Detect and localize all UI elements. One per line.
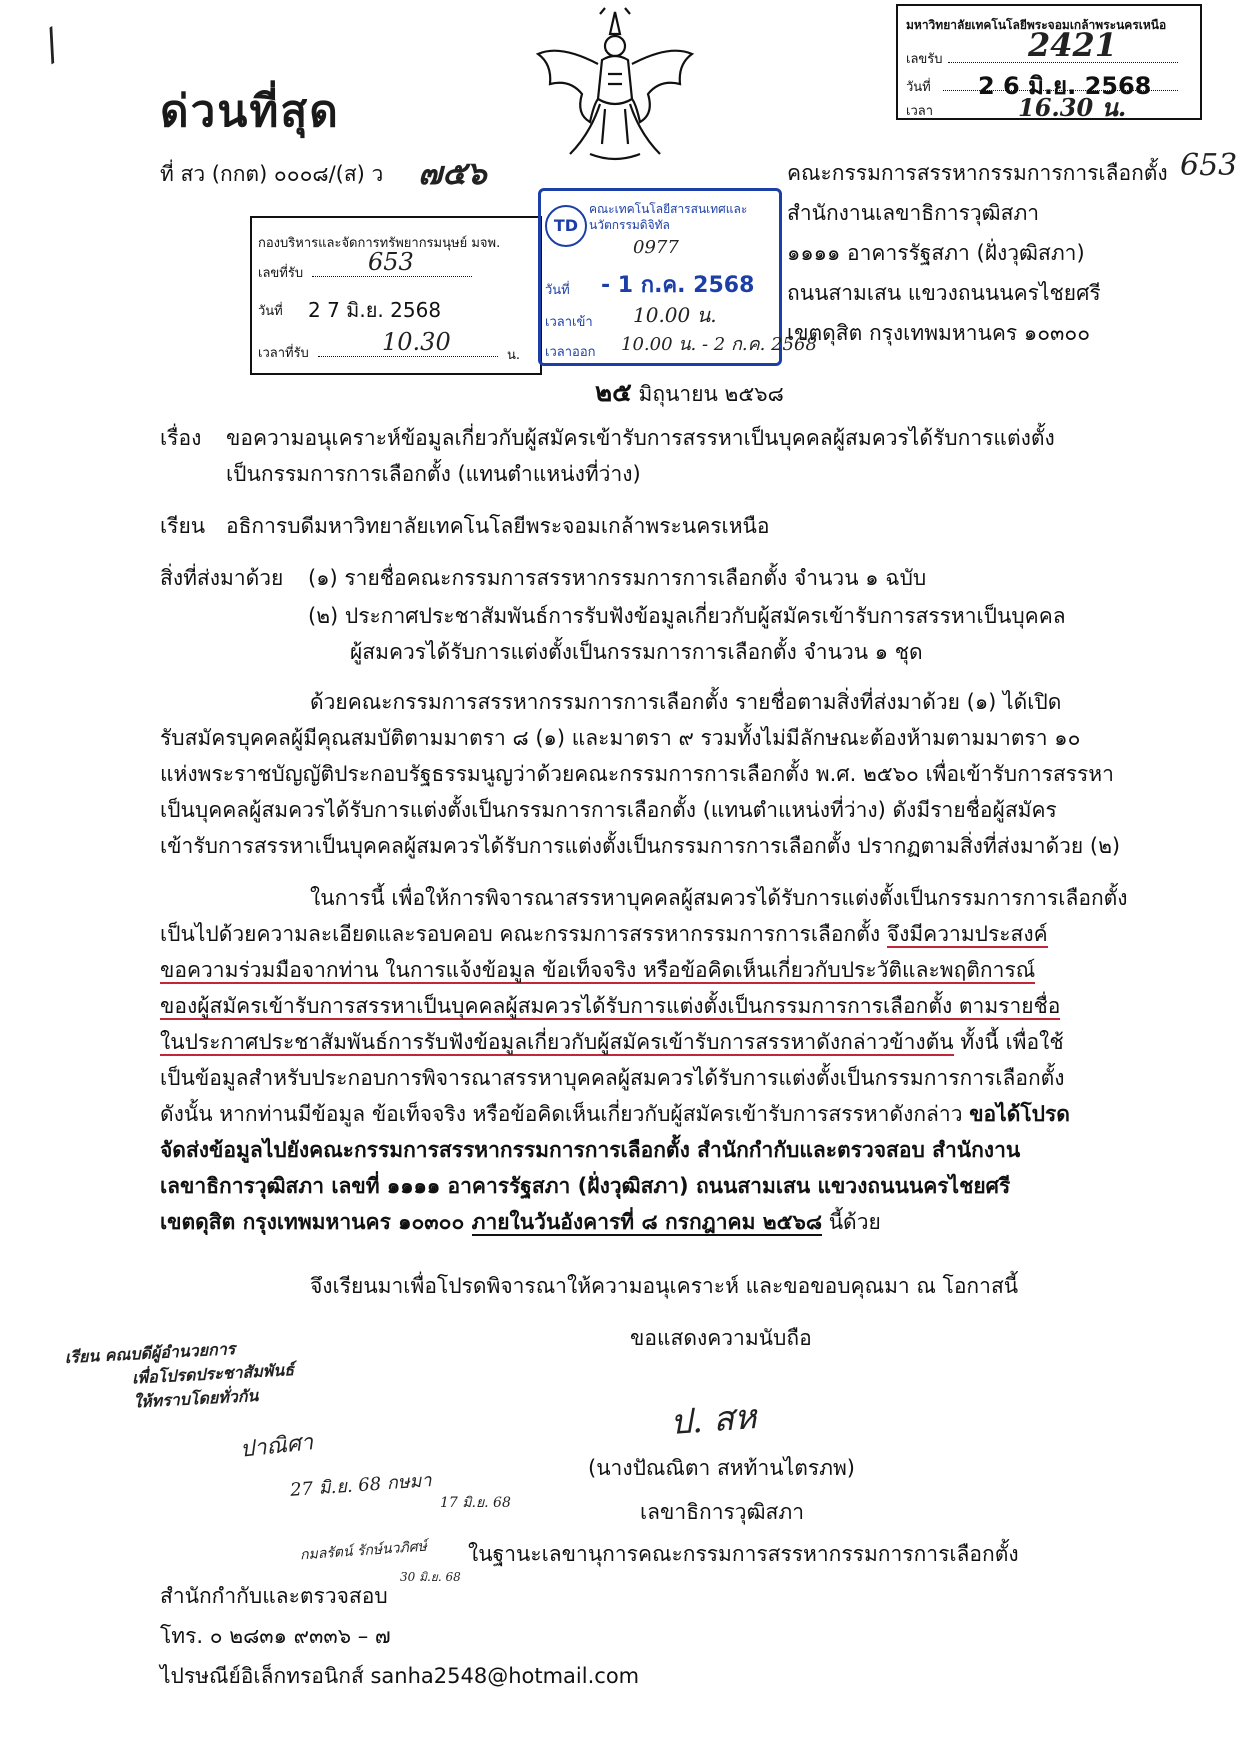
signer-name: (นางปัณณิตา สหท้านไตรภพ): [588, 1456, 856, 1480]
hr-stamp-time-line: [318, 356, 498, 357]
hr-stamp-time-label: เวลาที่รับ: [258, 346, 309, 361]
hr-stamp-date-label: วันที่: [258, 304, 283, 319]
subject-line-2: เป็นกรรมการการเลือกตั้ง (แทนตำแหน่งที่ว่าง): [226, 462, 641, 486]
stamp-org: มหาวิทยาลัยเทคโนโลยีพระจอมเกล้าพระนครเหนือ: [906, 18, 1167, 32]
para2-line: เลขาธิการวุฒิสภา เลขที่ ๑๑๑๑ อาคารรัฐสภา (ฝั่งวุฒิสภา) ถนนสามเสน แขวงถนนนครไชยศรี: [160, 1174, 1011, 1198]
para2-highlight: ขอความร่วมมือจากท่าน ในการแจ้งข้อมูล ข้อเท็จจริง หรือข้อคิดเห็นเกี่ยวกับประวัติและพฤติการณ์: [160, 958, 1036, 982]
sender-line-1: คณะกรรมการสรรหากรรมการการเลือกตั้ง: [787, 161, 1168, 185]
faculty-stamp-out-label: เวลาออก: [545, 345, 596, 360]
document-date-day: ๒๕: [595, 378, 632, 408]
signer-role: ในฐานะเลขานุการคณะกรรมการสรรหากรรมการการเลือกตั้ง: [468, 1542, 1019, 1566]
faculty-logo-icon: TD: [545, 205, 587, 247]
para1-line: ด้วยคณะกรรมการสรรหากรรมการการเลือกตั้ง รายชื่อตามสิ่งที่ส่งมาด้วย (๑) ได้เปิด: [310, 690, 1062, 714]
faculty-stamp-out: 10.00 น. - 2 ก.ค. 2568: [621, 334, 817, 355]
faculty-stamp-in: 10.00 น.: [633, 303, 717, 327]
doc-reference: ที่ สว (กกต) ๐๐๐๘/(ส) ว: [160, 162, 384, 186]
sender-address: [787, 153, 1168, 353]
para2-line: จัดส่งข้อมูลไปยังคณะกรรมการสรรหากรรมการการเลือกตั้ง สำนักกำกับและตรวจสอบ สำนักงาน: [160, 1138, 1021, 1162]
urgency-label: ด่วนที่สุด: [160, 86, 340, 137]
note-line-1: เรียน คณบดีผู้อำนวยการ: [64, 1339, 236, 1367]
para1-line: เป็นบุคคลผู้สมควรได้รับการแต่งตั้งเป็นกรรมการการเลือกตั้ง (แทนตำแหน่งที่ว่าง) ดังมีรายชื่อผู้สมัคร: [160, 798, 1057, 822]
footer-office: สำนักกำกับและตรวจสอบ: [160, 1584, 388, 1608]
faculty-stamp-org: คณะเทคโนโลยีสารสนเทศและนวัตกรรมดิจิทัล: [589, 202, 748, 232]
para2-line: [160, 1024, 1150, 1060]
stamp-date-label: วันที่: [906, 80, 931, 95]
document-date: [595, 372, 784, 413]
hr-stamp-time-value: 10.30: [382, 328, 451, 356]
para2-line: [160, 916, 1150, 952]
hr-stamp-time-unit: น.: [507, 348, 521, 363]
stamp-no-value: 2421: [1028, 26, 1118, 64]
corner-mark: /: [34, 21, 70, 69]
body-paragraph-2: [160, 880, 1150, 1240]
para2-text: นี้ด้วย: [822, 1210, 881, 1234]
para2-bold: ขอได้โปรด: [969, 1102, 1070, 1126]
para2-line: เป็นข้อมูลสำหรับประกอบการพิจารณาสรรหาบุคคลผู้สมควรได้รับการแต่งตั้งเป็นกรรมการการเลือกตั้ง: [160, 1066, 1065, 1090]
garuda-emblem-icon: [530, 4, 700, 174]
document-date-rest: มิถุนายน ๒๕๖๘: [638, 382, 784, 406]
para2-bold: เขตดุสิต กรุงเทพมหานคร ๑๐๓๐๐: [160, 1210, 472, 1234]
hr-stamp-no-label: เลขที่รับ: [258, 266, 304, 281]
para2-line: ในการนี้ เพื่อให้การพิจารณาสรรหาบุคคลผู้สมควรได้รับการแต่งตั้งเป็นกรรมการการเลือกตั้ง: [310, 886, 1128, 910]
hr-stamp-org: กองบริหารและจัดการทรัพยากรมนุษย์ มจพ.: [258, 236, 501, 251]
enclosures-label: สิ่งที่ส่งมาด้วย: [160, 566, 284, 590]
note-date-1: 27 มิ.ย. 68 กษมา: [289, 1470, 433, 1501]
para2-line: [160, 1096, 1150, 1132]
receipt-stamp-faculty: [538, 188, 817, 366]
closing-text: จึงเรียนมาเพื่อโปรดพิจารณาให้ความอนุเคราะห์ และขอขอบคุณมา ณ โอกาสนี้: [310, 1274, 1019, 1298]
para2-line: [160, 952, 1150, 988]
para2-highlight: ในประกาศประชาสัมพันธ์การรับฟังข้อมูลเกี่ยวกับผู้สมัครเข้ารับการสรรหาดังกล่าวข้างต้น: [160, 1030, 954, 1054]
note-line-2: เพื่อโปรดประชาสัมพันธ์: [131, 1360, 295, 1388]
recipient-text: อธิการบดีมหาวิทยาลัยเทคโนโลยีพระจอมเกล้าพระนครเหนือ: [226, 514, 770, 538]
subject-label: เรื่อง: [160, 426, 202, 450]
note-date-2: 17 มิ.ย. 68: [440, 1495, 511, 1511]
enclosure-item-2-line-1: (๒) ประกาศประชาสัมพันธ์การรับฟังข้อมูลเกี่ยวกับผู้สมัครเข้ารับการสรรหาเป็นบุคคล: [308, 604, 1066, 628]
signature-scribble: ป. สห: [668, 1397, 758, 1443]
footer-email: ไปรษณีย์อิเล็กทรอนิกส์ sanha2548@hotmail.com: [160, 1664, 640, 1688]
para1-line: แห่งพระราชบัญญัติประกอบรัฐธรรมนูญว่าด้วยคณะกรรมการการเลือกตั้ง พ.ศ. ๒๕๖๐ เพื่อเข้ารับการสรรหา: [160, 762, 1114, 786]
para2-text: ดังนั้น หากท่านมีข้อมูล ข้อเท็จจริง หรือข้อคิดเห็นเกี่ยวกับผู้สมัครเข้ารับการสรรหาดังกล่าว: [160, 1102, 970, 1126]
enclosure-item-2-line-2: ผู้สมควรได้รับการแต่งตั้งเป็นกรรมการการเลือกตั้ง จำนวน ๑ ชุด: [350, 640, 923, 664]
subject-line-1: ขอความอนุเคราะห์ข้อมูลเกี่ยวกับผู้สมัครเข้ารับการสรรหาเป็นบุคคลผู้สมควรได้รับการแต่งตั้ง: [226, 426, 1055, 450]
sender-line-2: สำนักงานเลขาธิการวุฒิสภา: [787, 201, 1040, 225]
enclosure-item-1: (๑) รายชื่อคณะกรรมการสรรหากรรมการการเลือกตั้ง จำนวน ๑ ฉบับ: [308, 566, 927, 590]
para2-line: [160, 1204, 1150, 1240]
note-signature: ปาณิศา: [238, 1430, 315, 1463]
faculty-stamp-date: - 1 ก.ค. 2568: [601, 273, 755, 298]
note-line-3: ให้ทราบโดยทั่วกัน: [132, 1385, 259, 1412]
para2-deadline: ภายในวันอังคารที่ ๘ กรกฎาคม ๒๕๖๘: [471, 1210, 823, 1234]
handwritten-routing-note: [64, 1334, 296, 1418]
receipt-stamp-hr: [250, 216, 542, 375]
signer-position: เลขาธิการวุฒิสภา: [640, 1500, 805, 1524]
faculty-stamp-date-label: วันที่: [545, 283, 570, 298]
note-date-3: 30 มิ.ย. 68: [400, 1570, 461, 1584]
para2-line: [160, 988, 1150, 1024]
note-signature-2: กมลรัตน์ รักษ์นวภิศษ์: [299, 1538, 428, 1564]
faculty-stamp-in-label: เวลาเข้า: [545, 315, 593, 330]
para2-highlight: จึงมีความประสงค์: [886, 922, 1048, 946]
stamp-time-value: 16.30 น.: [1018, 93, 1127, 122]
receipt-stamp-university: [896, 4, 1202, 120]
regards-text: ขอแสดงความนับถือ: [630, 1326, 812, 1350]
recipient-label: เรียน: [160, 514, 206, 538]
faculty-stamp-no: 0977: [633, 237, 679, 258]
sender-handwritten-no: 653: [1180, 148, 1238, 183]
body-paragraph-1: [160, 684, 1150, 864]
sender-line-5: เขตดุสิต กรุงเทพมหานคร ๑๐๓๐๐: [787, 321, 1091, 345]
sender-line-4: ถนนสามเสน แขวงถนนนครไชยศรี: [787, 281, 1101, 305]
para1-line: เข้ารับการสรรหาเป็นบุคคลผู้สมควรได้รับการแต่งตั้งเป็นกรรมการการเลือกตั้ง ปรากฏตามสิ่งที่ส่งมาด้วย (๒): [160, 834, 1121, 858]
para2-text: เป็นไปด้วยความละเอียดและรอบคอบ คณะกรรมการสรรหากรรมการการเลือกตั้ง: [160, 922, 887, 946]
stamp-time-label: เวลา: [906, 104, 934, 119]
para1-line: รับสมัครบุคคลผู้มีคุณสมบัติตามมาตรา ๘ (๑) และมาตรา ๙ รวมทั้งไม่มีลักษณะต้องห้ามตามมาตรา ๑๐: [160, 726, 1081, 750]
para2-text: ทั้งนี้ เพื่อใช้: [953, 1030, 1064, 1054]
hr-stamp-no-line: [312, 276, 472, 277]
para2-highlight: ของผู้สมัครเข้ารับการสรรหาเป็นบุคคลผู้สมควรได้รับการแต่งตั้งเป็นกรรมการการเลือกตั้ง ตามรายชื่อ: [160, 994, 1061, 1018]
stamp-date-value: 2 6 มิ.ย. 2568: [978, 72, 1152, 100]
hr-stamp-date-value: 2 7 มิ.ย. 2568: [308, 298, 442, 322]
hr-stamp-no-value: 653: [368, 248, 414, 276]
doc-reference-handwritten: ๗๕๖: [418, 154, 487, 192]
footer-phone: โทร. ๐ ๒๘๓๑ ๙๓๓๖ – ๗: [160, 1624, 391, 1648]
sender-line-3: ๑๑๑๑ อาคารรัฐสภา (ฝั่งวุฒิสภา): [787, 241, 1085, 265]
stamp-no-label: เลขรับ: [906, 52, 943, 67]
